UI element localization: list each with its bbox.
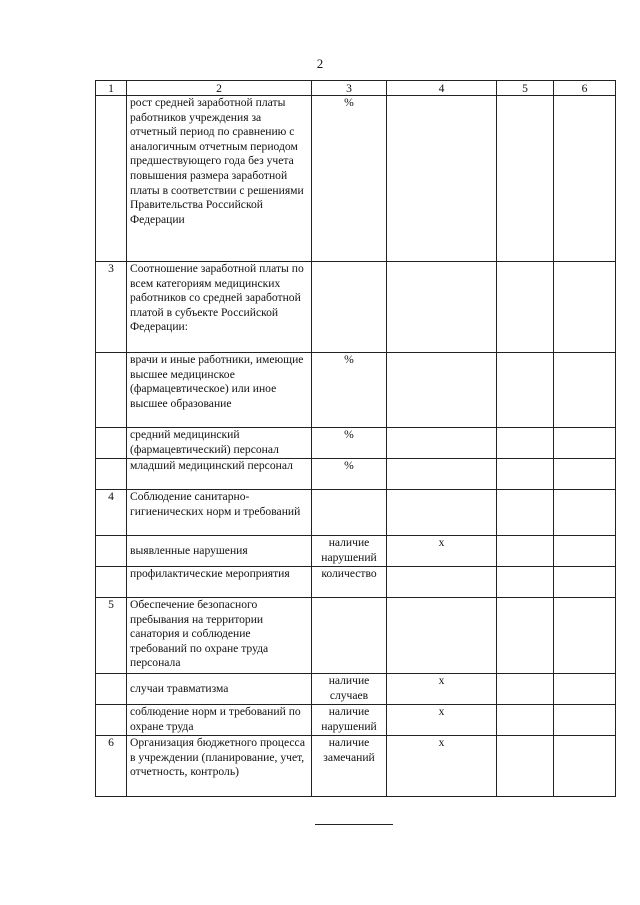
column-number-row xyxy=(96,81,616,96)
value-cell: х xyxy=(387,536,497,567)
value-cell xyxy=(387,598,497,674)
unit-cell xyxy=(312,262,387,353)
empty-cell xyxy=(554,490,616,536)
criterion-name: Соотношение заработной платы по всем категориям медицинских работников со средней заработной платой в субъекте Российской Федерации: xyxy=(127,262,312,353)
row-number: 4 xyxy=(96,490,127,536)
row-number xyxy=(96,674,127,705)
row-number: 3 xyxy=(96,262,127,353)
table-row xyxy=(96,736,616,797)
page-number: 2 xyxy=(316,56,324,71)
row-number xyxy=(96,428,127,459)
column-number: 5 xyxy=(497,81,554,96)
empty-cell xyxy=(554,262,616,353)
unit-cell: количество xyxy=(312,567,387,598)
empty-cell xyxy=(554,598,616,674)
unit-cell: % xyxy=(312,353,387,428)
unit-cell: наличие случаев xyxy=(312,674,387,705)
empty-cell xyxy=(554,353,616,428)
row-number xyxy=(96,705,127,736)
criterion-name: Организация бюджетного процесса в учреждении (планирование, учет, отчетность, контроль) xyxy=(127,736,312,797)
value-cell xyxy=(387,262,497,353)
value-cell xyxy=(387,353,497,428)
criterion-name: соблюдение норм и требований по охране труда xyxy=(127,705,312,736)
value-cell xyxy=(387,96,497,262)
unit-cell xyxy=(312,490,387,536)
criterion-name: младший медицинский персонал xyxy=(127,459,312,490)
empty-cell xyxy=(554,705,616,736)
criterion-name: Соблюдение санитарно-гигиенических норм и требований xyxy=(127,490,312,536)
unit-cell: % xyxy=(312,459,387,490)
unit-cell xyxy=(312,598,387,674)
table-row xyxy=(96,705,616,736)
empty-cell xyxy=(497,96,554,262)
row-number: 6 xyxy=(96,736,127,797)
value-cell xyxy=(387,428,497,459)
empty-cell xyxy=(497,262,554,353)
criterion-name: рост средней заработной платы работников учреждения за отчетный период по сравнению с аналогичным отчетным периодом предшествующего года без учета повышения размера заработной платы в соответствии с решениями Правительства Российской Федерации xyxy=(127,96,312,262)
empty-cell xyxy=(554,96,616,262)
criterion-name: выявленные нарушения xyxy=(127,536,312,567)
criteria-table xyxy=(95,80,616,797)
empty-cell xyxy=(497,598,554,674)
end-divider xyxy=(315,824,393,825)
table-row xyxy=(96,96,616,262)
table-row xyxy=(96,674,616,705)
table-row xyxy=(96,353,616,428)
empty-cell xyxy=(554,567,616,598)
column-number: 1 xyxy=(96,81,127,96)
empty-cell xyxy=(554,428,616,459)
empty-cell xyxy=(497,705,554,736)
criterion-name: средний медицинский (фармацевтический) персонал xyxy=(127,428,312,459)
table-row xyxy=(96,459,616,490)
row-number xyxy=(96,459,127,490)
empty-cell xyxy=(497,536,554,567)
unit-cell: наличие нарушений xyxy=(312,705,387,736)
column-number: 4 xyxy=(387,81,497,96)
column-number: 6 xyxy=(554,81,616,96)
value-cell: х xyxy=(387,705,497,736)
empty-cell xyxy=(554,736,616,797)
value-cell xyxy=(387,567,497,598)
unit-cell: % xyxy=(312,428,387,459)
criterion-name: случаи травматизма xyxy=(127,674,312,705)
row-number xyxy=(96,96,127,262)
row-number xyxy=(96,536,127,567)
empty-cell xyxy=(497,567,554,598)
criterion-name: профилактические мероприятия xyxy=(127,567,312,598)
empty-cell xyxy=(497,674,554,705)
column-number: 2 xyxy=(127,81,312,96)
row-number xyxy=(96,567,127,598)
criterion-name: Обеспечение безопасного пребывания на территории санатория и соблюдение требований по охране труда персонала xyxy=(127,598,312,674)
empty-cell xyxy=(497,428,554,459)
value-cell xyxy=(387,459,497,490)
unit-cell: наличие нарушений xyxy=(312,536,387,567)
empty-cell xyxy=(554,459,616,490)
unit-cell: % xyxy=(312,96,387,262)
table-row xyxy=(96,490,616,536)
table-row xyxy=(96,567,616,598)
empty-cell xyxy=(497,490,554,536)
empty-cell xyxy=(554,674,616,705)
row-number xyxy=(96,353,127,428)
value-cell: х xyxy=(387,674,497,705)
table-row xyxy=(96,598,616,674)
empty-cell xyxy=(497,736,554,797)
row-number: 5 xyxy=(96,598,127,674)
criterion-name: врачи и иные работники, имеющие высшее медицинское (фармацевтическое) или иное высшее образование xyxy=(127,353,312,428)
empty-cell xyxy=(497,459,554,490)
value-cell: х xyxy=(387,736,497,797)
value-cell xyxy=(387,490,497,536)
table-row xyxy=(96,262,616,353)
column-number: 3 xyxy=(312,81,387,96)
empty-cell xyxy=(497,353,554,428)
empty-cell xyxy=(554,536,616,567)
unit-cell: наличие замечаний xyxy=(312,736,387,797)
table-row xyxy=(96,428,616,459)
table-row xyxy=(96,536,616,567)
